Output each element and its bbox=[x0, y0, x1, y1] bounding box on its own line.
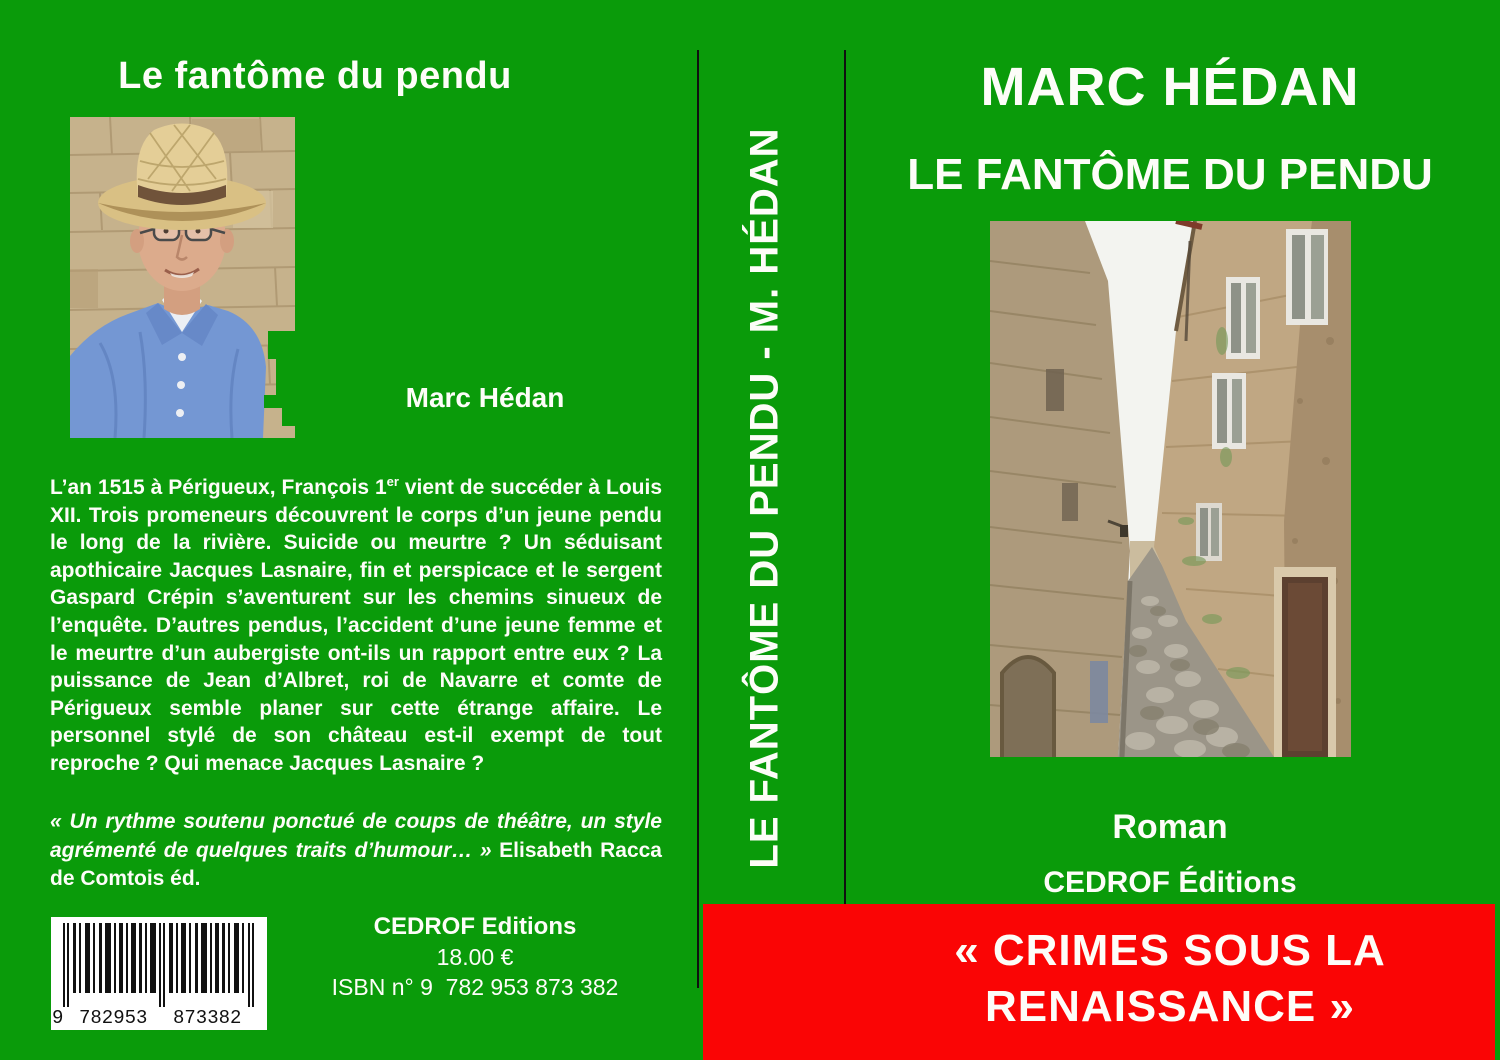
synopsis-text bbox=[50, 474, 662, 778]
price: 18.00 € bbox=[436, 944, 514, 970]
barcode-digits-group2: 873382 bbox=[173, 1007, 242, 1029]
street-photo-illustration bbox=[990, 221, 1351, 757]
synopsis-part2: vient de succéder à Louis XII. Trois promeneurs découvrent le corps d’un jeune pendu le long de la rivière. Suicide ou meurtre ? Un séduisant apothicaire Jacques Lasnaire, fin et perspicace et le sergent Gaspard Crépin s’aventurent sur les chemins sinueux de l’enquête. D’autres pendus, l’accident d’une jeune femme et le meurtre d’un aubergiste ont-ils un rapport entre eux ? La puissance de Jean d’Albret, roi de Navarre et comte de Périgueux semble planer sur cette étrange affaire. Le personnel stylé de son château est-il exempt de tout reproche ? Qui menace Jacques Lasnaire ? bbox=[50, 476, 662, 775]
author-photo-illustration bbox=[70, 117, 295, 438]
spine-title: LE FANTÔME DU PENDU - M. HÉDAN bbox=[742, 127, 787, 869]
banner-text-line2: RENAISSANCE » bbox=[985, 982, 1355, 1031]
barcode bbox=[51, 917, 267, 1030]
back-publisher: CEDROF Editions bbox=[373, 913, 577, 940]
isbn-line: ISBN n° 9 782 953 873 382 bbox=[331, 974, 619, 1000]
author-photo bbox=[70, 117, 295, 438]
banner-text-line1: « CRIMES SOUS LA bbox=[954, 926, 1386, 975]
spine-left-rule bbox=[697, 50, 699, 988]
quote-attribution: Elisabeth Racca de Comtois éd. bbox=[50, 838, 662, 891]
front-author-name: MARC HÉDAN bbox=[980, 57, 1360, 117]
barcode-digits-group1: 782953 bbox=[79, 1007, 148, 1029]
review-quote bbox=[50, 808, 662, 894]
quote-text: « Un rythme soutenu ponctué de coups de théâtre, un style agrémenté de quelques traits d’humour… » bbox=[50, 810, 662, 862]
street-photo bbox=[990, 221, 1351, 757]
barcode-digit-lead: 9 bbox=[52, 1007, 64, 1029]
front-genre: Roman bbox=[1112, 808, 1228, 846]
back-cover-title: Le fantôme du pendu bbox=[118, 55, 512, 97]
front-publisher: CEDROF Éditions bbox=[1043, 866, 1297, 899]
synopsis-superscript: er bbox=[386, 474, 399, 489]
synopsis-part1: L’an 1515 à Périgueux, François 1 bbox=[50, 476, 387, 499]
front-title: LE FANTÔME DU PENDU bbox=[907, 150, 1433, 199]
back-author-name: Marc Hédan bbox=[405, 382, 565, 413]
barcode-graphic bbox=[51, 917, 267, 1030]
